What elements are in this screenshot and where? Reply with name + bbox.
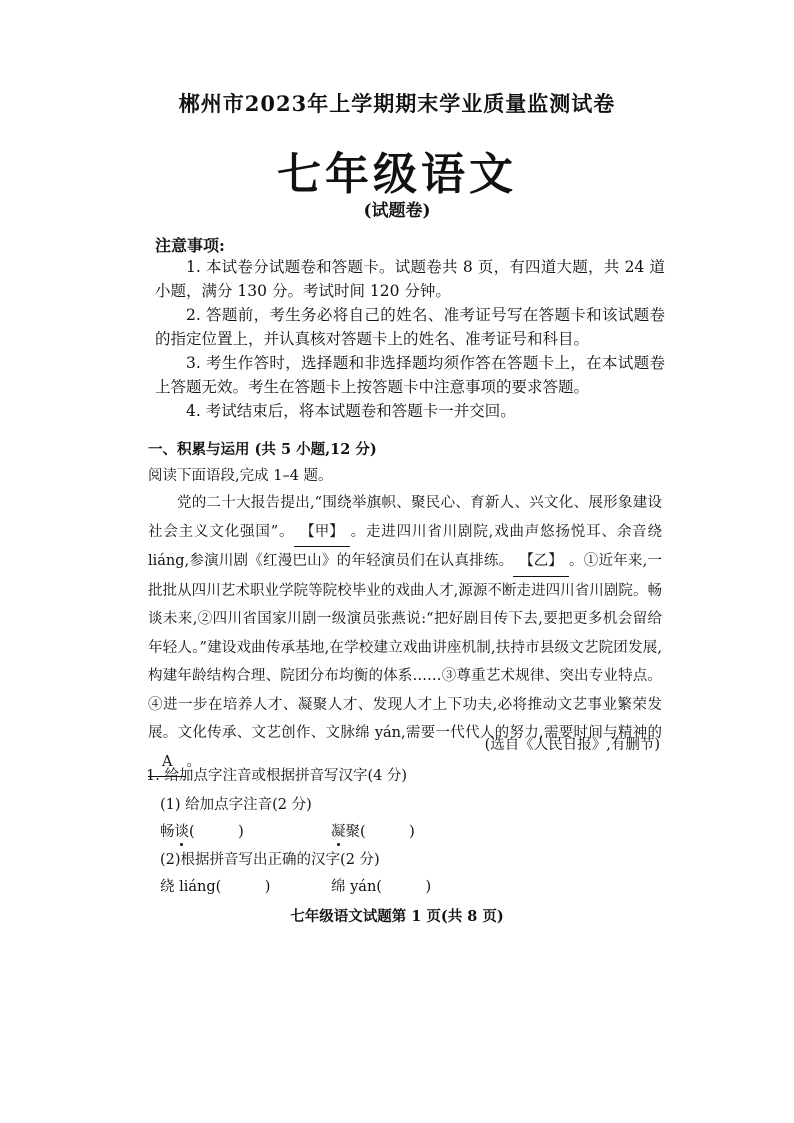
answer-paren: ( ) [189, 824, 244, 840]
question-1-part-2: (2)根据拼音写出正确的汉字(2 分) [160, 852, 380, 868]
notice-list [155, 255, 665, 423]
pinyin-item-changtan [160, 820, 244, 841]
passage-text-2: 。走进四川省川剧院,戏曲声悠扬悦耳、余音绕 liáng,参演川剧《红漫巴山》的年轻演员们在认真排练。 [148, 523, 662, 569]
blank-yi: 【乙】 [513, 547, 569, 577]
passage-text-6: 。 [186, 753, 201, 770]
question-1-part-1: (1) 给加点字注音(2 分) [160, 797, 312, 813]
source-citation: (选自《人民日报》,有删节) [484, 737, 660, 753]
passage-text-5: 人才、发现人才上下功夫,必将推动文艺事业繁荣发展。文化传承、文艺创作、文脉绵 yán,需要一代代人的努力,需要时间与精神的 [148, 696, 663, 741]
blank-jia: 【甲】 [294, 518, 350, 548]
answer-paren: ( ) [360, 824, 415, 840]
notice-item-4: 4. 考试结束后，将本试题卷和答题卡一并交回。 [186, 402, 516, 420]
exam-title: 七年级语文 [277, 149, 517, 200]
notice-item-1: 1. 本试卷分试题卷和答题卡。试题卷共 8 页，有四道大题，共 24 道小题，满分 130 分。考试时间 120 分钟。 [155, 258, 665, 300]
passage-text-3: 。①近年来,一批批从四川艺术职业学院等院校毕业的戏曲人才,源源不断走进四川省川剧院。 [148, 553, 662, 599]
paper-type-label: (试题卷) [363, 201, 431, 221]
pinyin-item-ningju [331, 820, 415, 841]
section-instruction: 阅读下面语段,完成 1–4 题。 [148, 468, 333, 484]
hanzi-item-liang: 绕 liáng( ) [160, 879, 271, 895]
notice-item-2: 2. 答题前，考生务必将自己的姓名、准考证号写在答题卡和该试题卷的指定位置上，并认真核对答题卡上的姓名、准考证号和科目。 [155, 306, 665, 348]
notice-heading: 注意事项: [155, 236, 225, 255]
dotted-char: 谈 [175, 820, 190, 841]
notice-item-3: 3. 考生作答时，选择题和非选择题均须作答在答题卡上，在本试题卷上答题无效。考生在答题卡上按答题卡中注意事项的要求答题。 [155, 354, 665, 396]
blank-a: A [148, 748, 186, 778]
passage-text-4: 未来,②四川省国家川剧一级演员张燕说:“把好剧目传下去,要把更多机会留给年轻人。”建设戏曲传承基地,在学校建立戏曲讲座机制,扶持市县级文艺院团发展,构建年龄结构合理、院团分布均衡的体系……③尊重艺术规律、突出专业特点。④进一步在培养人才、 [148, 611, 663, 713]
passage-word-ningju: 凝聚 [297, 696, 328, 713]
section-heading: 一、积累与运用 (共 5 小题,12 分) [148, 441, 377, 458]
item-char: 畅 [160, 824, 175, 840]
dotted-char: 凝 [331, 820, 346, 841]
page-footer: 七年级语文试题第 1 页(共 8 页) [290, 908, 504, 925]
passage-word-changtan: 畅谈 [148, 582, 662, 627]
passage-text-1: 党的二十大报告提出,“围绕举旗帜、聚民心、育新人、兴文化、展形象建设社会主义文化强国”。 [148, 495, 662, 540]
hanzi-item-yan: 绵 yán( ) [331, 879, 432, 895]
exam-subtitle: 郴州市2023年上学期期末学业质量监测试卷 [178, 91, 616, 116]
item-char: 聚 [345, 824, 360, 840]
question-1-stem: 1. 给加点字注音或根据拼音写汉字(4 分) [146, 768, 408, 784]
